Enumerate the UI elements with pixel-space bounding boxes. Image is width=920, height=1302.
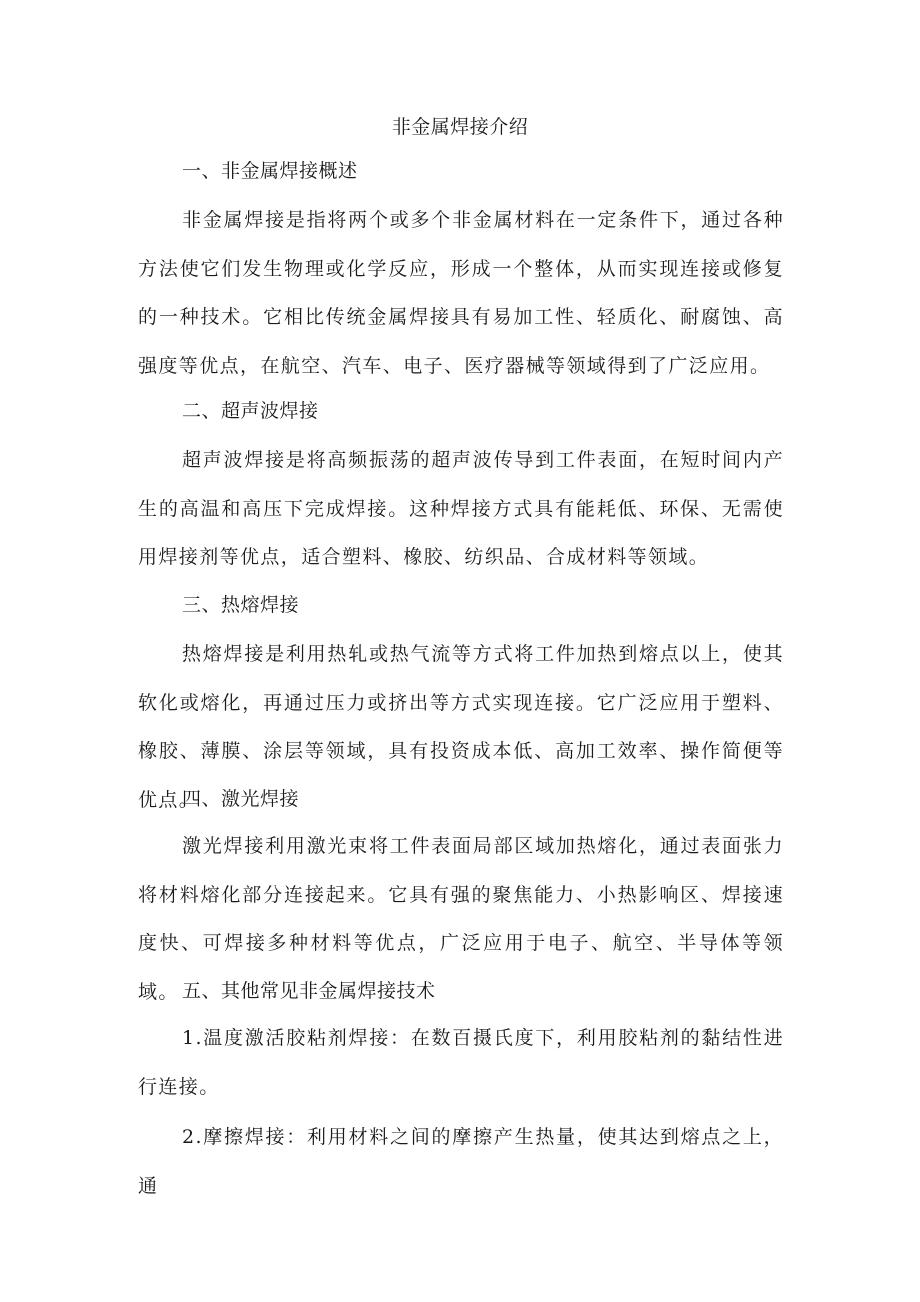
section-heading-overview: 一、非金属焊接概述: [182, 160, 358, 182]
section-heading-other: 五、其他常见非金属焊接技术: [182, 980, 436, 1002]
list-item-friction-welding: 2.摩擦焊接：利用材料之间的摩擦产生热量，使其达到熔点之上，通: [138, 1126, 784, 1197]
section-heading-laser: 四、激光焊接: [182, 788, 300, 810]
section-body-laser: 激光焊接利用激光束将工件表面局部区域加热熔化，通过表面张力将材料熔化部分连接起来。它具有强的聚焦能力、小热影响区、焊接速度快、可焊接多种材料等优点，广泛应用于电子、航空、半导体等领域。: [138, 835, 784, 1003]
section-body-hot-melt: 热熔焊接是利用热轧或热气流等方式将工件加热到熔点以上，使其软化或熔化，再通过压力或挤出等方式实现连接。它广泛应用于塑料、橡胶、薄膜、涂层等领域，具有投资成本低、高加工效率、操作简便等优点。: [138, 643, 784, 811]
document-title: 非金属焊接介绍: [391, 116, 529, 138]
section-body-overview: 非金属焊接是指将两个或多个非金属材料在一定条件下，通过各种方法使它们发生物理或化学反应，形成一个整体，从而实现连接或修复的一种技术。它相比传统金属焊接具有易加工性、轻质化、耐腐蚀、高强度等优点，在航空、汽车、电子、医疗器械等领域得到了广泛应用。: [138, 209, 784, 377]
list-item-adhesive-welding: 1.温度激活胶粘剂焊接：在数百摄氏度下，利用胶粘剂的黏结性进行连接。: [138, 1027, 784, 1098]
section-heading-hot-melt: 三、热熔焊接: [182, 594, 300, 616]
section-heading-ultrasonic: 二、超声波焊接: [182, 400, 319, 422]
section-body-ultrasonic: 超声波焊接是将高频振荡的超声波传导到工件表面，在短时间内产生的高温和高压下完成焊接。这种焊接方式具有能耗低、环保、无需使用焊接剂等优点，适合塑料、橡胶、纺织品、合成材料等领域。: [138, 449, 784, 568]
